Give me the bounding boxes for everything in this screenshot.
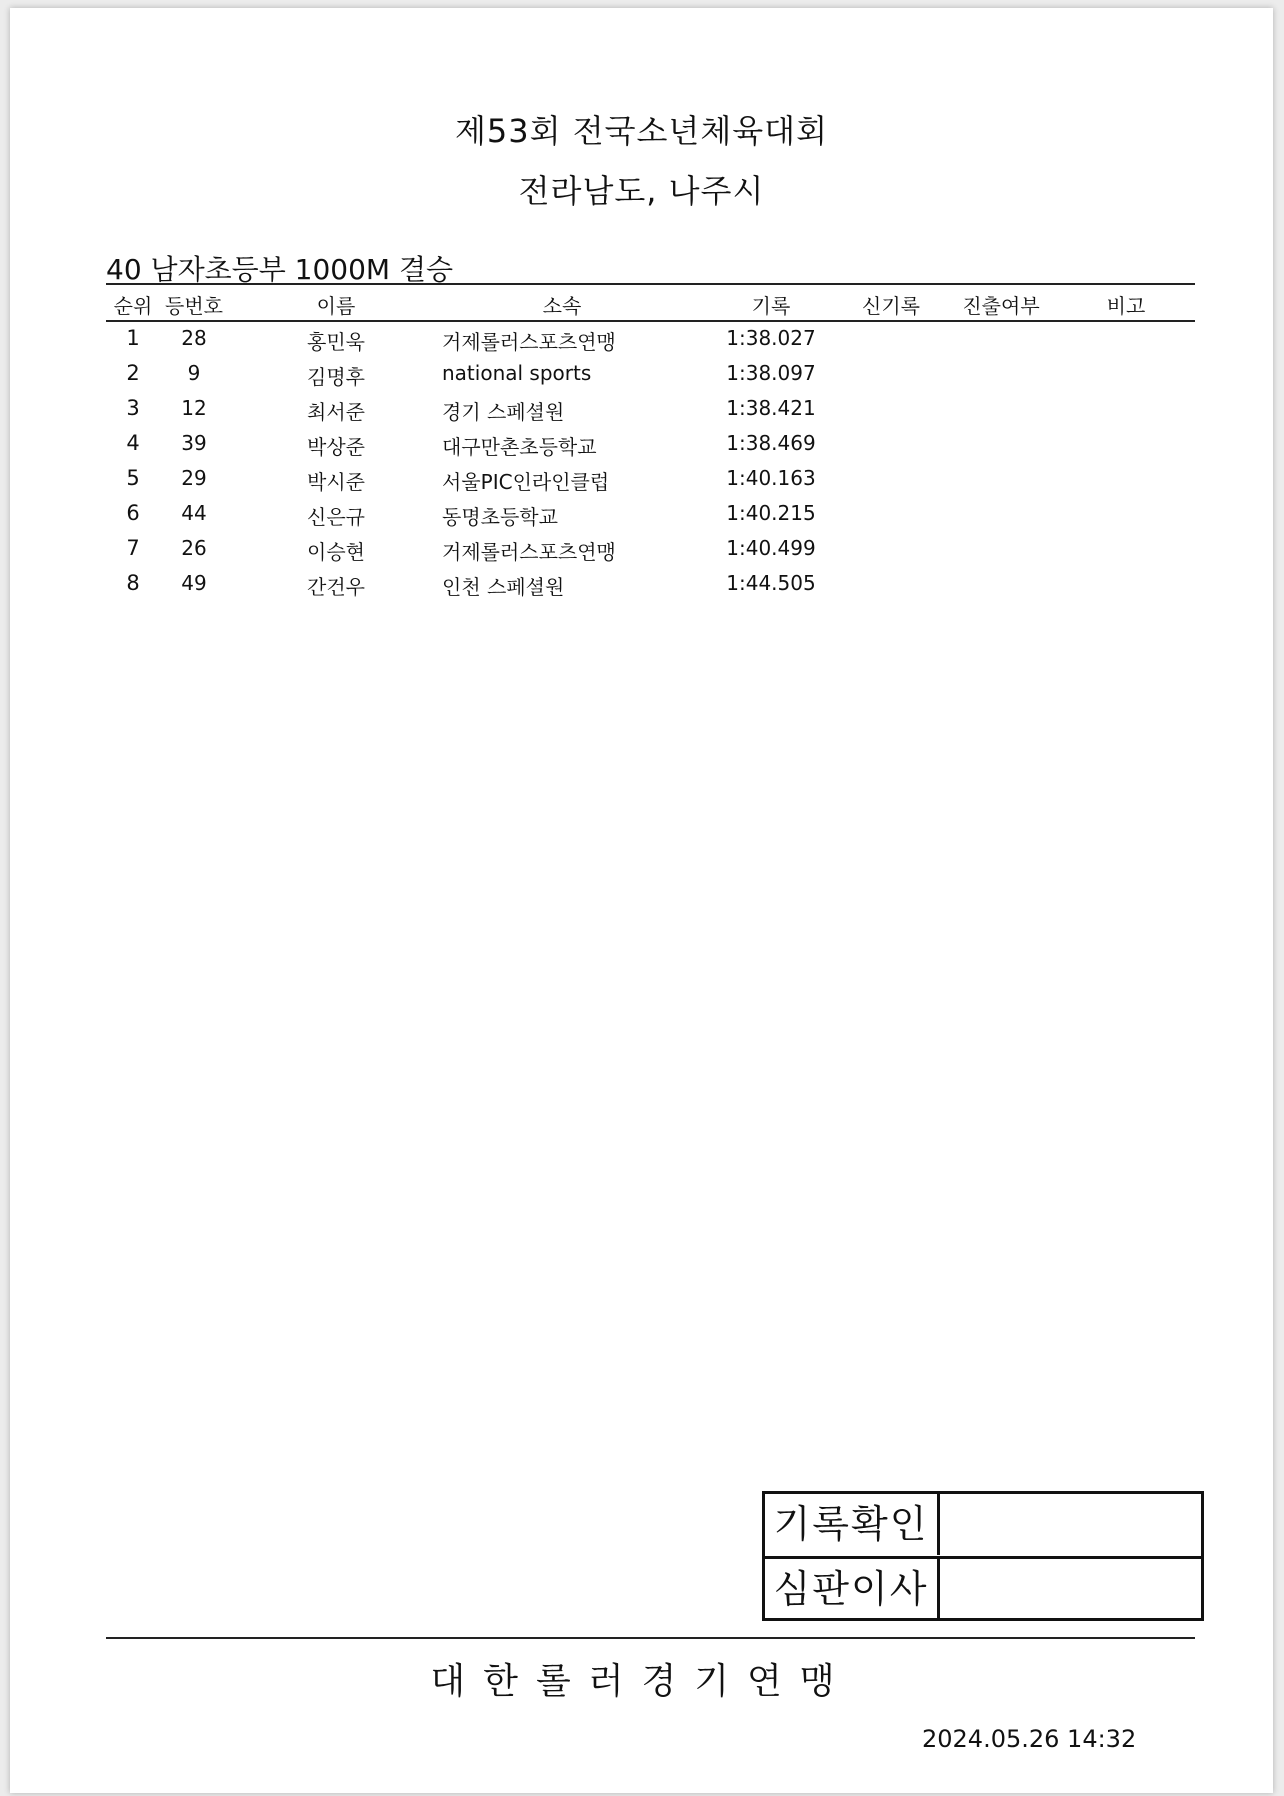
table-row xyxy=(106,431,1195,465)
club-cell: 경기 스페셜원 xyxy=(442,400,565,424)
table-header-rule xyxy=(106,320,1195,322)
bib-cell: 44 xyxy=(181,501,207,525)
record-cell: 1:40.163 xyxy=(726,466,816,490)
record-cell: 1:40.215 xyxy=(726,501,816,525)
rank-cell: 2 xyxy=(126,361,140,385)
table-row xyxy=(106,536,1195,570)
name-cell: 박상준 xyxy=(307,435,365,459)
bib-cell: 28 xyxy=(181,326,207,350)
col-header-rank: 순위 xyxy=(113,294,153,318)
bib-cell: 39 xyxy=(181,431,207,455)
print-datetime: 2024.05.26 14:32 xyxy=(922,1725,1137,1753)
event-title: 40 남자초등부 1000M 결승 xyxy=(106,253,454,286)
name-cell: 최서준 xyxy=(307,400,365,424)
name-cell: 이승현 xyxy=(307,540,365,564)
name-cell: 신은규 xyxy=(307,505,365,529)
rank-cell: 4 xyxy=(126,431,140,455)
col-header-note: 비고 xyxy=(1106,294,1146,318)
record-cell: 1:38.469 xyxy=(726,431,816,455)
record-check-label: 기록확인 xyxy=(765,1494,940,1555)
referee-label: 심판이사 xyxy=(765,1559,940,1618)
table-row xyxy=(106,326,1195,360)
record-cell: 1:38.421 xyxy=(726,396,816,420)
footer-rule xyxy=(106,1637,1195,1639)
rank-cell: 3 xyxy=(126,396,140,420)
rank-cell: 5 xyxy=(126,466,140,490)
table-row xyxy=(106,466,1195,500)
club-cell: national sports xyxy=(442,361,592,385)
name-cell: 김명후 xyxy=(307,365,365,389)
competition-location: 전라남도, 나주시 xyxy=(518,172,765,210)
table-row xyxy=(106,361,1195,395)
signature-row-referee xyxy=(765,1556,1201,1618)
club-cell: 동명초등학교 xyxy=(442,505,558,529)
record-cell: 1:38.097 xyxy=(726,361,816,385)
col-header-record: 기록 xyxy=(751,294,791,318)
table-row xyxy=(106,571,1195,605)
col-header-club: 소속 xyxy=(542,294,582,318)
name-cell: 박시준 xyxy=(307,470,365,494)
col-header-new-record: 신기록 xyxy=(862,294,920,318)
club-cell: 인천 스페셜원 xyxy=(442,575,565,599)
federation-name: 대한롤러경기연맹 xyxy=(430,1661,853,1702)
rank-cell: 1 xyxy=(126,326,140,350)
col-header-bib: 등번호 xyxy=(165,294,223,318)
signature-box xyxy=(762,1491,1204,1621)
competition-title: 제53회 전국소년체육대회 xyxy=(454,112,828,150)
record-cell: 1:38.027 xyxy=(726,326,816,350)
table-row xyxy=(106,501,1195,535)
club-cell: 서울PIC인라인클럽 xyxy=(442,470,610,494)
result-sheet xyxy=(10,8,1273,1793)
bib-cell: 49 xyxy=(181,571,207,595)
club-cell: 대구만촌초등학교 xyxy=(442,435,597,459)
record-check-signature-field xyxy=(940,1494,1198,1555)
rank-cell: 7 xyxy=(126,536,140,560)
col-header-name: 이름 xyxy=(316,294,356,318)
rank-cell: 8 xyxy=(126,571,140,595)
table-header-row xyxy=(106,290,1195,324)
signature-row-record-check xyxy=(765,1494,1201,1555)
bib-cell: 9 xyxy=(187,361,201,385)
record-cell: 1:44.505 xyxy=(726,571,816,595)
col-header-advance: 진출여부 xyxy=(962,294,1040,318)
bib-cell: 29 xyxy=(181,466,207,490)
club-cell: 거제롤러스포츠연맹 xyxy=(442,540,616,564)
name-cell: 간건우 xyxy=(307,575,365,599)
rank-cell: 6 xyxy=(126,501,140,525)
name-cell: 홍민욱 xyxy=(307,330,365,354)
record-cell: 1:40.499 xyxy=(726,536,816,560)
referee-signature-field xyxy=(940,1559,1198,1618)
bib-cell: 12 xyxy=(181,396,207,420)
table-top-rule xyxy=(106,283,1195,285)
bib-cell: 26 xyxy=(181,536,207,560)
club-cell: 거제롤러스포츠연맹 xyxy=(442,330,616,354)
table-row xyxy=(106,396,1195,430)
